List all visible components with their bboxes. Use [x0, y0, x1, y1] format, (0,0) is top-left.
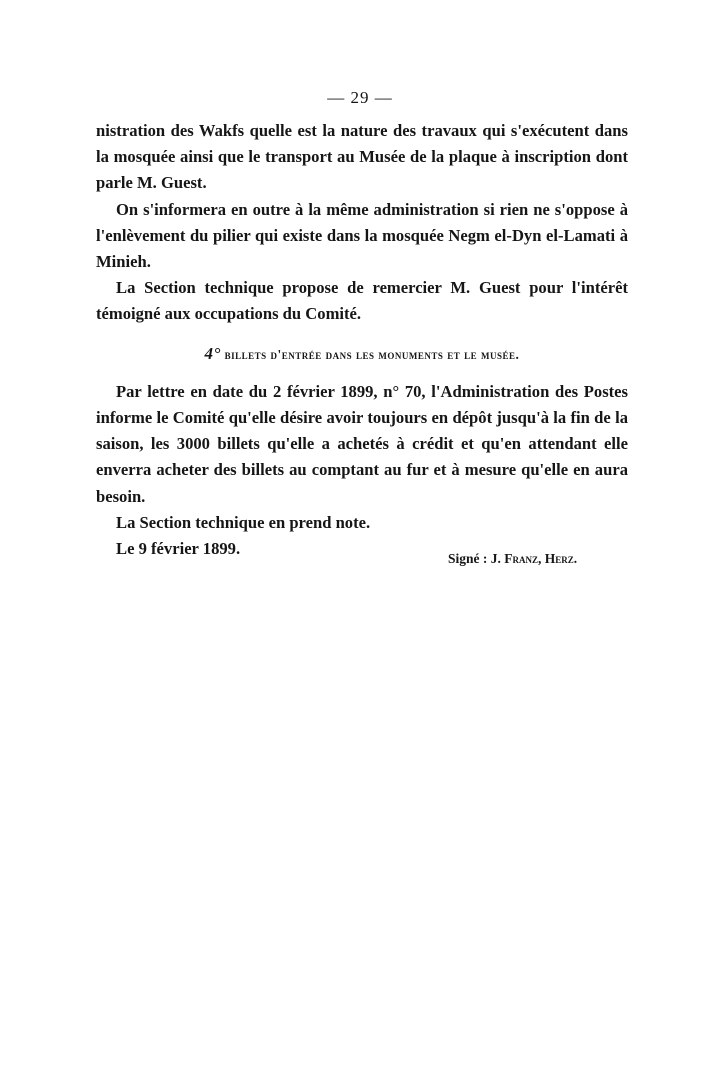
date-line: Le 9 février 1899. — [116, 539, 241, 559]
section-title: billets d'entrée dans les monuments et le musée. — [224, 346, 520, 362]
paragraph-remercier: La Section technique propose de remercier M. Guest pour l'intérêt témoigné aux occupations du Comité. — [96, 278, 628, 324]
paragraph-pilier: On s'informera en outre à la même administration si rien ne s'oppose à l'enlèvement du pilier qui existe dans la mosquée Negm el-Dyn el-Lamati à Minieh. — [96, 199, 628, 272]
page-number: — 29 — — [327, 88, 393, 107]
signature-label: Signé : — [448, 551, 491, 566]
section-heading — [96, 341, 628, 368]
paragraph-wakfs: nistration des Wakfs quelle est la nature des travaux qui s'exécutent dans la mosquée ainsi que le transport au Musée de la plaque à inscription dont parle M. Guest. — [96, 121, 628, 193]
section-number: 4° — [204, 343, 221, 363]
body-text — [96, 118, 628, 562]
signature-names: J. Franz, Herz. — [490, 551, 578, 566]
paragraph-postes: Par lettre en date du 2 février 1899, n° 70, l'Administration des Postes informe le Comité qu'elle désire avoir toujours en dépôt jusqu'à la fin de la saison, les 3000 billets qu'elle a achetés à crédit et qu'en attendant elle enverra acheter des billets au comptant au fur et à mesure qu'elle en aura besoin. — [96, 381, 628, 506]
paragraph-note: La Section technique en prend note. — [116, 512, 371, 532]
signature — [448, 551, 577, 567]
